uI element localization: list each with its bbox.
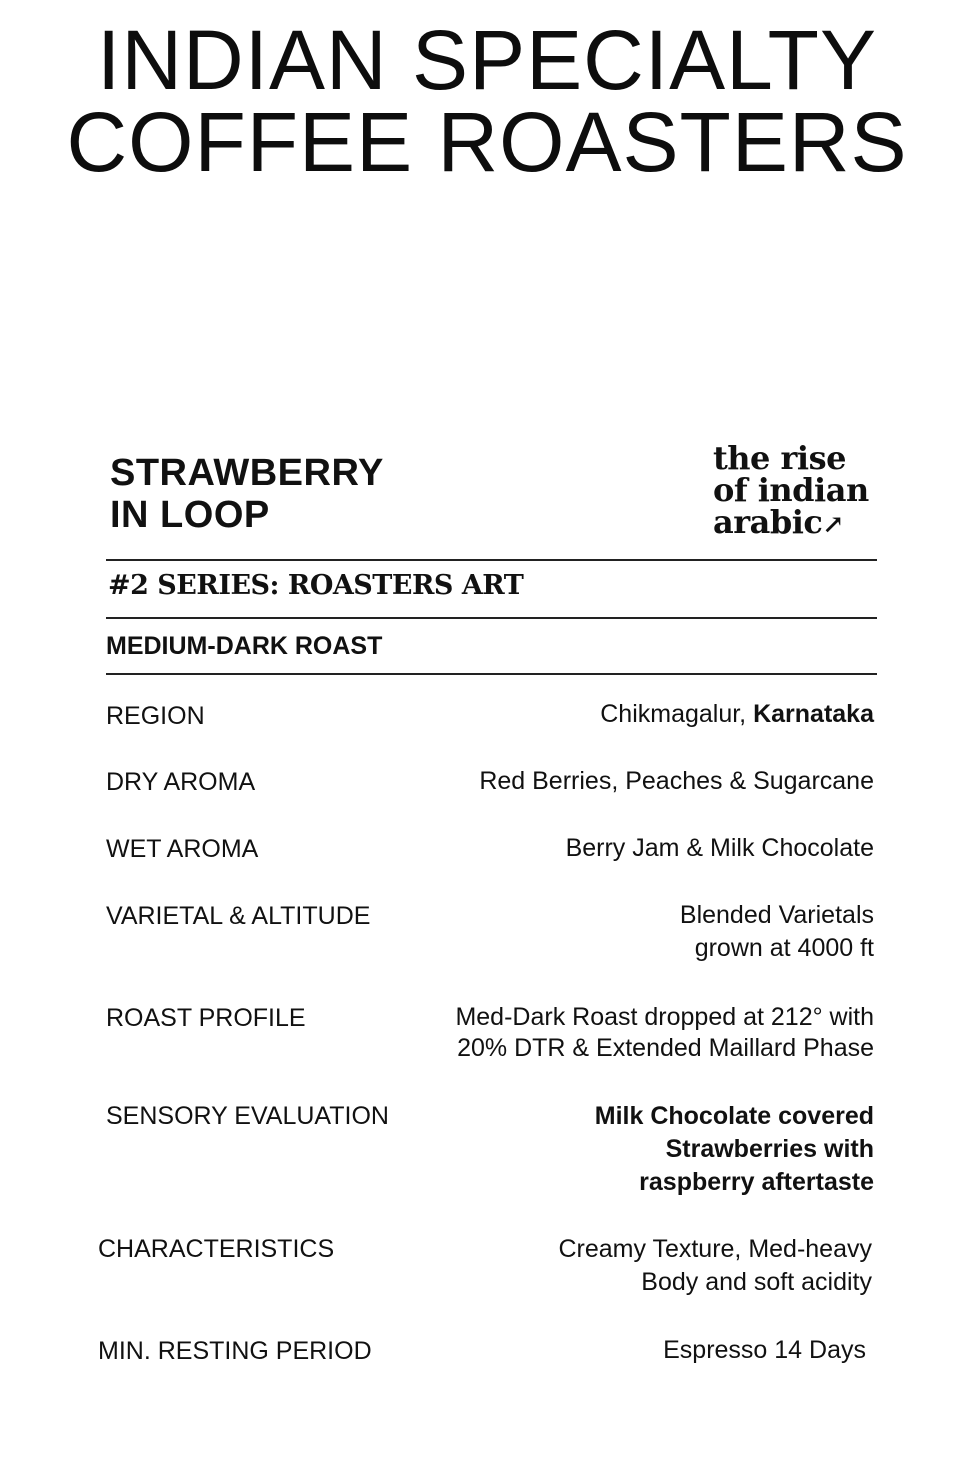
varietal-line-1: Blended Varietals [679, 901, 874, 929]
product-name-line-2: IN LOOP [110, 494, 270, 536]
divider [106, 673, 877, 675]
dry-aroma-value: Red Berries, Peaches & Sugarcane [479, 767, 874, 795]
divider [106, 559, 877, 561]
product-name [110, 452, 384, 536]
sensory-label: SENSORY EVALUATION [106, 1102, 389, 1130]
series-title: #2 SERIES: ROASTERS ART [108, 570, 524, 601]
characteristics-line-1: Creamy Texture, Med-heavy [558, 1235, 872, 1263]
dry-aroma-label: DRY AROMA [106, 768, 256, 796]
sensory-line-1: Milk Chocolate covered [594, 1102, 874, 1130]
wet-aroma-value: Berry Jam & Milk Chocolate [565, 834, 874, 862]
region-state: Karnataka [753, 700, 874, 728]
characteristics-value [558, 1233, 872, 1299]
sensory-line-2: Strawberries with [665, 1135, 874, 1163]
headline-line-2: COFFEE ROASTERS [66, 95, 908, 189]
region-city: Chikmagalur, [600, 700, 754, 728]
logo-line-1: the rise [713, 439, 846, 477]
varietal-label: VARIETAL & ALTITUDE [106, 902, 371, 930]
characteristics-label: CHARACTERISTICS [98, 1235, 335, 1263]
headline-line-1: INDIAN SPECIALTY [97, 13, 877, 107]
logo-line-3: arabic [713, 503, 823, 541]
varietal-value [680, 899, 874, 965]
logo-line-3-wrap [713, 503, 869, 541]
roast-profile-line-2: 20% DTR & Extended Maillard Phase [457, 1034, 874, 1062]
wet-aroma-label: WET AROMA [106, 835, 259, 863]
varietal-line-2: grown at 4000 ft [694, 934, 874, 962]
brand-logo [713, 439, 869, 541]
divider [106, 617, 877, 619]
arrow-up-right-icon: ↗ [822, 510, 844, 540]
roast-profile-value [455, 1002, 874, 1064]
region-label: REGION [106, 702, 205, 730]
sensory-line-3: raspberry aftertaste [639, 1168, 874, 1196]
logo-line-2: of indian [713, 471, 869, 509]
roast-profile-line-1: Med-Dark Roast dropped at 212° with [455, 1003, 874, 1031]
resting-label: MIN. RESTING PERIOD [98, 1337, 372, 1365]
resting-value: Espresso 14 Days [663, 1336, 866, 1364]
roast-level: MEDIUM-DARK ROAST [106, 632, 383, 660]
product-name-line-1: STRAWBERRY [110, 452, 384, 494]
sensory-value [595, 1100, 874, 1199]
roast-profile-label: ROAST PROFILE [106, 1004, 306, 1032]
region-value [600, 698, 874, 731]
characteristics-line-2: Body and soft acidity [641, 1268, 872, 1296]
